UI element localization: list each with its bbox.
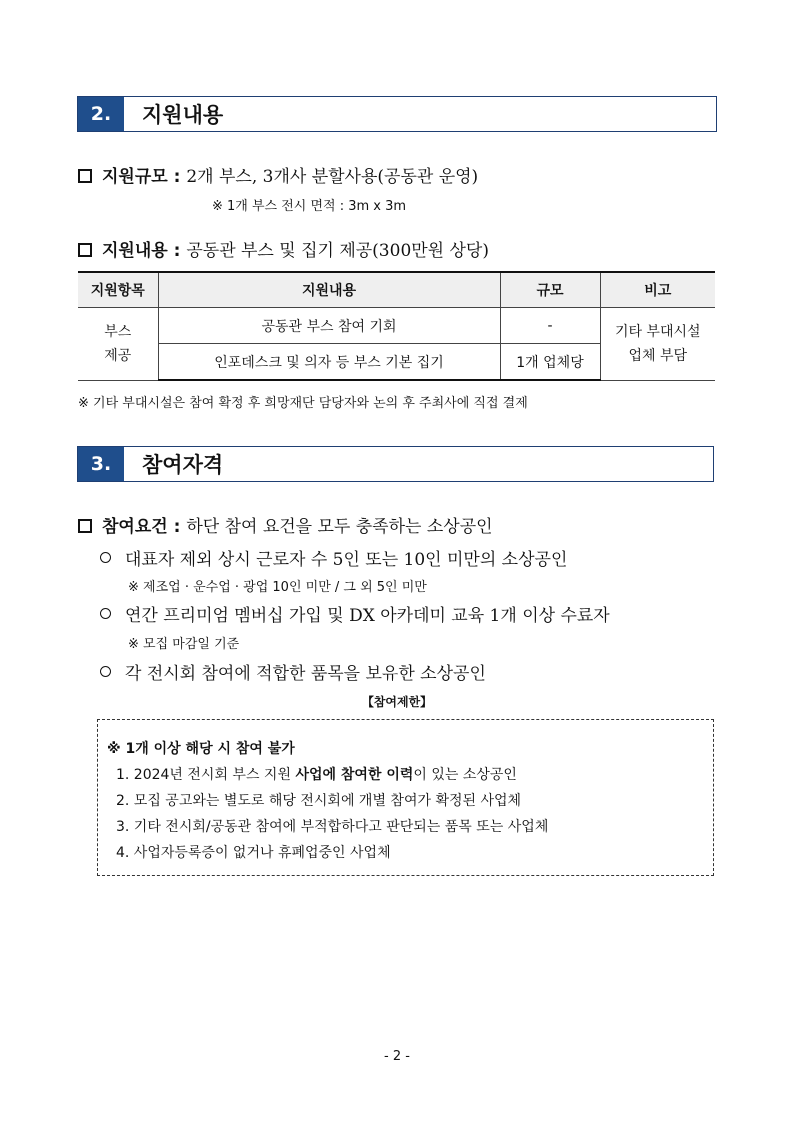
list-item bbox=[100, 601, 610, 626]
support-content-cell: 공동관 부스 참여 기회 bbox=[158, 308, 500, 344]
participation-requirement-label: 참여요건 bbox=[102, 517, 168, 537]
support-scale-cell: - bbox=[500, 308, 600, 344]
bullet-circle-icon bbox=[100, 552, 111, 563]
restriction-text: 1. 2024년 전시회 부스 지원 bbox=[116, 767, 296, 783]
support-content-row bbox=[78, 236, 489, 261]
booth-area-note: ※ 1개 부스 전시 면적 : 3m x 3m bbox=[212, 199, 407, 214]
checkbox-icon bbox=[78, 519, 92, 533]
label-separator: : bbox=[167, 167, 187, 187]
table-header-cell: 비고 bbox=[600, 272, 715, 308]
support-scale-text: 2개 부스, 3개사 분할사용(공동관 운영) bbox=[186, 167, 479, 187]
restriction-title: ※ 1개 이상 해당 시 참여 불가 bbox=[107, 741, 295, 757]
support-scale-cell: 1개 업체당 bbox=[500, 344, 600, 381]
participation-requirement-text: 하단 참여 요건을 모두 충족하는 소상공인 bbox=[186, 517, 493, 537]
support-item-line: 부스 bbox=[104, 323, 132, 340]
restriction-item: 2. 모집 공고와는 별도로 해당 전시회에 개별 참여가 확정된 사업체 bbox=[116, 793, 522, 809]
requirement-text: 대표자 제외 상시 근로자 수 5인 또는 10인 미만의 소상공인 bbox=[125, 550, 568, 570]
checkbox-icon bbox=[78, 243, 92, 257]
restriction-item: 4. 사업자등록증이 없거나 휴폐업중인 사업체 bbox=[116, 845, 391, 861]
section-3-number: 3. bbox=[78, 447, 124, 481]
requirement-note: ※ 모집 마감일 기준 bbox=[128, 637, 240, 652]
list-item bbox=[100, 659, 486, 684]
support-table bbox=[78, 271, 715, 381]
table-header-cell: 지원항목 bbox=[78, 272, 158, 308]
table-header-cell: 규모 bbox=[500, 272, 600, 308]
restriction-item: 3. 기타 전시회/공동관 참여에 부적합하다고 판단되는 품목 또는 사업체 bbox=[116, 819, 549, 835]
section-3-title: 참여자격 bbox=[142, 453, 224, 477]
remark-line: 기타 부대시설 bbox=[614, 323, 701, 340]
support-scale-row bbox=[78, 162, 478, 187]
restriction-heading: 【참여제한】 bbox=[361, 695, 433, 709]
restriction-item bbox=[116, 764, 517, 784]
requirement-text: 연간 프리미엄 멤버십 가입 및 DX 아카데미 교육 1개 이상 수료자 bbox=[125, 606, 610, 626]
list-item bbox=[100, 545, 567, 570]
restriction-text: 이 있는 소상공인 bbox=[413, 767, 517, 783]
section-2-number: 2. bbox=[78, 97, 124, 131]
table-header-cell: 지원내용 bbox=[158, 272, 500, 308]
page-number: - 2 - bbox=[384, 1049, 410, 1064]
support-scale-label: 지원규모 bbox=[102, 167, 168, 187]
bullet-circle-icon bbox=[100, 666, 111, 677]
support-item-cell bbox=[78, 308, 158, 381]
checkbox-icon bbox=[78, 169, 92, 183]
support-item-line: 제공 bbox=[104, 347, 132, 364]
table-header-row bbox=[78, 272, 715, 308]
bullet-circle-icon bbox=[100, 608, 111, 619]
requirement-text: 각 전시회 참여에 적합한 품목을 보유한 소상공인 bbox=[125, 664, 486, 684]
requirement-note: ※ 제조업 · 운수업 · 광업 10인 미만 / 그 외 5인 미만 bbox=[128, 580, 427, 595]
restriction-emphasis: 사업에 참여한 이력 bbox=[295, 767, 414, 783]
remark-line: 업체 부담 bbox=[628, 347, 688, 364]
section-3-header bbox=[77, 446, 714, 482]
label-separator: : bbox=[167, 241, 187, 261]
section-2-title: 지원내용 bbox=[142, 103, 224, 127]
support-content-label: 지원내용 bbox=[102, 241, 168, 261]
remark-cell bbox=[600, 308, 715, 381]
label-separator: : bbox=[167, 517, 187, 537]
support-content-text: 공동관 부스 및 집기 제공(300만원 상당) bbox=[186, 241, 489, 261]
section-2-header bbox=[77, 96, 717, 132]
table-note: ※ 기타 부대시설은 참여 확정 후 희망재단 담당자와 논의 후 주최사에 직접 결제 bbox=[78, 396, 528, 411]
table-row bbox=[78, 308, 715, 344]
participation-requirement-row bbox=[78, 512, 493, 537]
support-content-cell: 인포데스크 및 의자 등 부스 기본 집기 bbox=[158, 344, 500, 381]
